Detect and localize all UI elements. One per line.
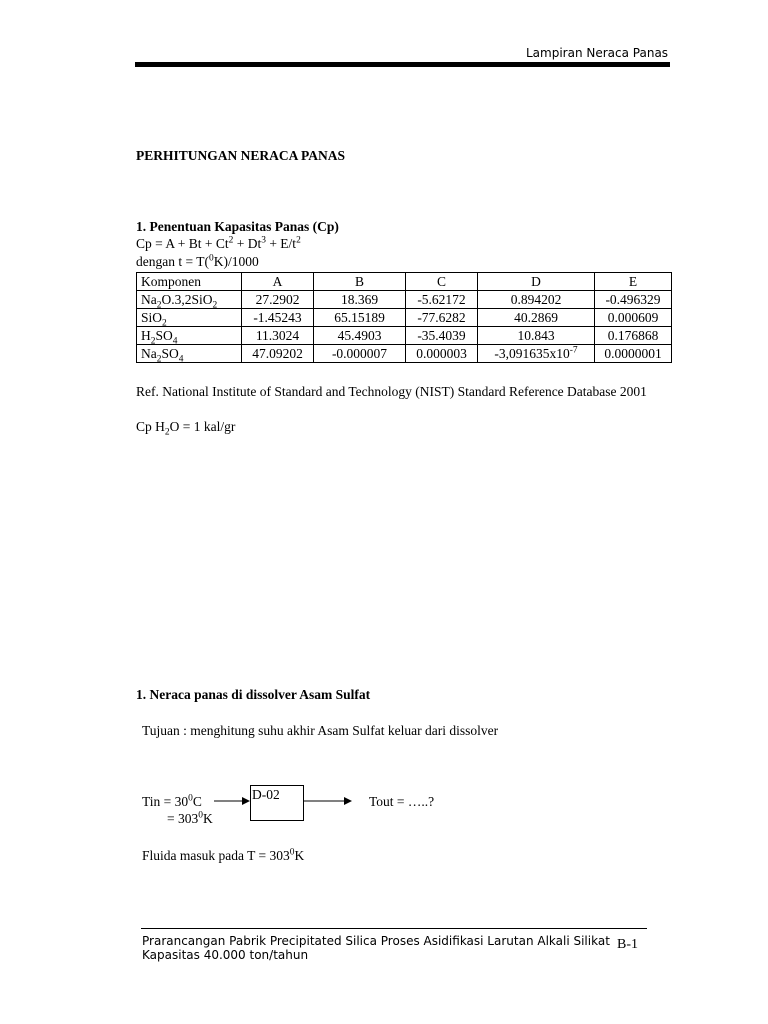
inlet-arrow-head: [242, 797, 250, 805]
table-cell: 45.4903: [314, 327, 406, 345]
table-cell: 27.2902: [242, 291, 314, 309]
table-cell: -35.4039: [406, 327, 478, 345]
table-header-cell: C: [406, 273, 478, 291]
table-header-cell: E: [595, 273, 672, 291]
footer-line-1: Prarancangan Pabrik Precipitated Silica Proses Asidifikasi Larutan Alkali Silikat: [142, 934, 610, 948]
component-cell: SiO$_2$: [137, 309, 242, 327]
table-cell: 0.000609: [595, 309, 672, 327]
table-cell: 47.09202: [242, 345, 314, 363]
cp-water: Cp $H_2O = 1$ kal/gr: [136, 419, 236, 438]
table-cell: 0.000003: [406, 345, 478, 363]
fluid-inlet-temp: Fluida masuk pada $T = 303^0K$: [142, 847, 305, 863]
table-cell: 18.369: [314, 291, 406, 309]
component-cell: $Na_2SO_4$: [137, 345, 242, 363]
table-cell: 40.2869: [478, 309, 595, 327]
footer-rule: [141, 928, 647, 929]
section-2-heading: 1. Neraca panas di dissolver Asam Sulfat: [136, 687, 371, 702]
table-header-cell: A: [242, 273, 314, 291]
dissolver-unit-label: D-02: [252, 787, 280, 802]
table-header-cell: Komponen: [137, 273, 242, 291]
purpose-text: Tujuan : menghitung suhu akhir Asam Sulfat keluar dari dissolver: [142, 723, 499, 738]
table-cell: -77.6282: [406, 309, 478, 327]
tin-kelvin: = $303^0K$: [167, 810, 213, 826]
page-number: B-1: [617, 937, 638, 952]
table-cell: 0.0000001: [595, 345, 672, 363]
footer-line-2: Kapasitas 40.000 ton/tahun: [142, 948, 309, 962]
table-header-cell: B: [314, 273, 406, 291]
table-cell: 11.3024: [242, 327, 314, 345]
running-header: Lampiran Neraca Panas: [526, 46, 669, 60]
table-cell: -1.45243: [242, 309, 314, 327]
table-cell: 0.176868: [595, 327, 672, 345]
table-cell: -5.62172: [406, 291, 478, 309]
component-cell: $H_2SO_4$: [137, 327, 242, 345]
document-title: PERHITUNGAN NERACA PANAS: [136, 148, 346, 163]
component-cell: $Na_2O.3,2SiO_2$: [137, 291, 242, 309]
cp-formula: $Cp = A + Bt + Ct^2 + Dt^3 + E/t^2$: [136, 235, 301, 251]
table-cell: 0.894202: [478, 291, 595, 309]
table-cell: -0.000007: [314, 345, 406, 363]
outlet-arrow-head: [344, 797, 352, 805]
section-1-heading: 1. Penentuan Kapasitas Panas (Cp): [136, 219, 339, 234]
table-cell: 65.15189: [314, 309, 406, 327]
table-cell: -0.496329: [595, 291, 672, 309]
table-header-cell: D: [478, 273, 595, 291]
reference-note: Ref. National Institute of Standard and Technology (NIST) Standard Reference Database 2001: [136, 384, 647, 399]
table-cell: 10.843: [478, 327, 595, 345]
table-cell: $-3,091635x10^{-7}$: [478, 345, 595, 363]
tout-label: Tout = …..?: [369, 794, 435, 809]
tin-label: Tin = $30^0C$: [142, 793, 202, 809]
t-definition: dengan t = T($^0$K)/1000: [136, 253, 259, 269]
